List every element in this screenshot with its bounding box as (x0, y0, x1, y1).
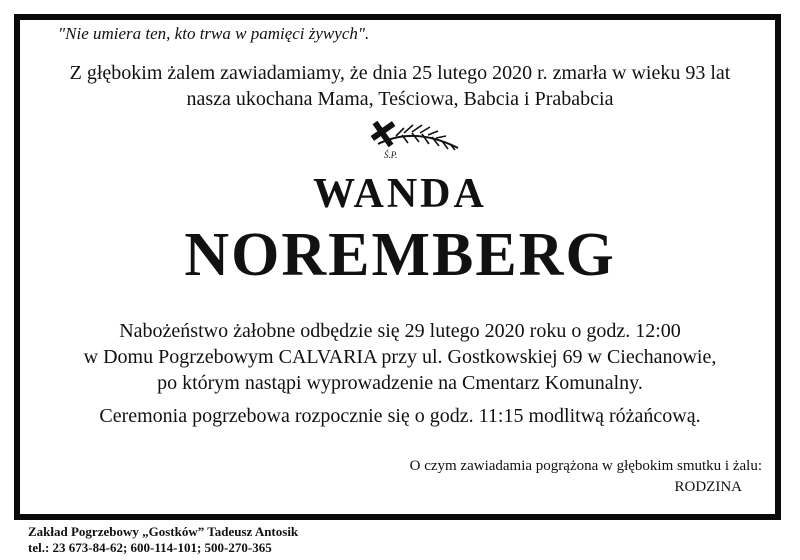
memorial-quote: "Nie umiera ten, kto trwa w pamięci żywych". (58, 24, 370, 43)
service-line-2: w Domu Pogrzebowym CALVARIA przy ul. Gostkowskiej 69 w Ciechanowie, (83, 346, 717, 368)
closing-text: O czym zawiadamia pogrążona w głębokim smutku i żalu: (409, 458, 762, 474)
funeral-home-footer (28, 524, 298, 556)
deceased-surname: NOREMBERG (184, 221, 616, 289)
rosary-announcement: Ceremonia pogrzebowa rozpocznie się o godz. 11:15 modlitwą różańcową. (99, 405, 701, 427)
deceased-first-name: WANDA (313, 171, 487, 217)
funeral-home-name: Zakład Pogrzebowy „Gostków” Tadeusz Antosik (28, 524, 299, 539)
sp-abbreviation: Ś.P. (384, 150, 398, 160)
intro-line-1: Z głębokim żalem zawiadamiamy, że dnia 25 lutego 2020 r. zmarła w wieku 93 lat (69, 62, 731, 84)
service-line-3: po którym nastąpi wyprowadzenie na Cmentarz Komunalny. (157, 372, 643, 394)
intro-line-2: nasza ukochana Mama, Teściowa, Babcia i Prababcia (186, 88, 614, 110)
closing-block (410, 456, 762, 498)
funeral-home-phones: tel.: 23 673-84-62; 600-114-101; 500-270-365 (28, 540, 272, 555)
announcement-intro (0, 60, 800, 112)
service-line-1: Nabożeństwo żałobne odbędzie się 29 lutego 2020 roku o godz. 12:00 (119, 320, 681, 342)
cross-palm-branch-icon (366, 114, 462, 164)
family-signature: RODZINA (674, 479, 742, 495)
funeral-service-details (0, 318, 800, 396)
